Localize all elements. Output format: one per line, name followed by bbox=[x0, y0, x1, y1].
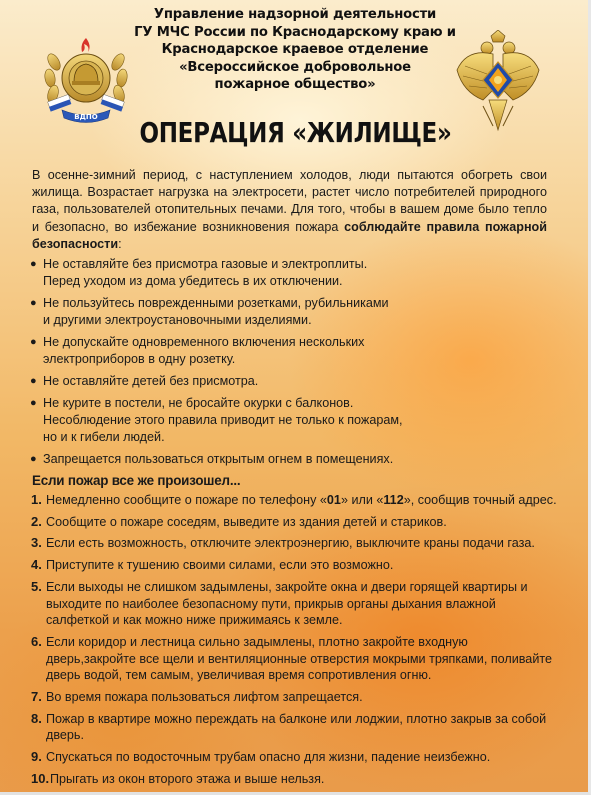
list-item bbox=[31, 579, 561, 629]
list-item bbox=[31, 557, 561, 574]
bullet-icon: ● bbox=[30, 258, 37, 270]
phone-number: 01 bbox=[326, 493, 341, 507]
action-text: Сообщите о пожаре соседям, выведите из здания детей и стариков. bbox=[46, 514, 447, 529]
action-text: Если коридор и лестница сильно задымлены, плотно закройте входную дверь,закройте все щели и вентиляционные отверстия мокрыми тряпками, поливайте дверь водой, тем самым, увеличивая время сопротивления огню. bbox=[46, 634, 552, 683]
bullet-icon: ● bbox=[30, 297, 37, 309]
item-number: 2. bbox=[31, 513, 42, 529]
list-item bbox=[31, 771, 561, 788]
rule-line: Не оставляйте без присмотра газовые и электроплиты. bbox=[43, 257, 368, 271]
header-line: Управление надзорной деятельности bbox=[153, 7, 437, 22]
header-line: пожарное общество» bbox=[214, 77, 376, 92]
header-line: ГУ МЧС России по Краснодарскому краю и bbox=[134, 24, 456, 40]
list-item bbox=[31, 492, 561, 509]
rule-line: но и к гибели людей. bbox=[43, 430, 165, 444]
phone-number: 112 bbox=[383, 493, 404, 507]
bullet-icon: ● bbox=[30, 375, 37, 387]
item-number: 8. bbox=[31, 710, 42, 726]
list-item bbox=[30, 256, 450, 290]
header-line: «Всероссийское добровольное bbox=[179, 59, 411, 75]
item-number: 3. bbox=[31, 535, 42, 551]
action-text: Пожар в квартире можно переждать на балконе или лоджии, плотно закрыв за собой дверь. bbox=[46, 711, 547, 743]
page-title: ОПЕРАЦИЯ «ЖИЛИЩЕ» bbox=[139, 118, 452, 150]
rule-line: Несоблюдение этого правила приводит не только к пожарам, bbox=[43, 413, 403, 427]
list-item bbox=[31, 749, 561, 766]
rule-line: Не пользуйтесь поврежденными розетками, рубильниками bbox=[43, 296, 389, 310]
rule-line: Перед уходом из дома убедитесь в их отключении. bbox=[43, 274, 343, 288]
item-number: 10. bbox=[31, 770, 50, 786]
action-text: Если выходы не слишком задымлены, закройте окна и двери горящей квартиры и выходите по наиболее безопасному пути, прикрыв органы дыхания влажной салфеткой и как можно ниже прижимаясь к земле. bbox=[46, 579, 528, 628]
list-item bbox=[31, 514, 561, 531]
actions-heading: Если пожар все же произошел... bbox=[32, 473, 241, 488]
intro-end: : bbox=[118, 236, 122, 251]
list-item bbox=[30, 373, 450, 390]
rule-line: Запрещается пользоваться открытым огнем в помещениях. bbox=[43, 452, 394, 466]
header bbox=[120, 6, 470, 94]
vdpo-emblem-icon bbox=[40, 32, 132, 128]
header-line: Краснодарское краевое отделение bbox=[161, 42, 429, 57]
bullet-icon: ● bbox=[30, 336, 37, 348]
action-text: Прыгать из окон второго этажа и выше нельзя. bbox=[50, 771, 325, 786]
item-number: 1. bbox=[31, 492, 42, 507]
safety-rules-list bbox=[30, 256, 450, 473]
list-item bbox=[31, 689, 561, 706]
action-text: Приступите к тушению своими силами, если это возможно. bbox=[46, 558, 394, 573]
item-number: 5. bbox=[31, 578, 42, 594]
vdpo-emblem-text: ВДПО bbox=[74, 113, 98, 121]
rule-line: Не оставляйте детей без присмотра. bbox=[43, 374, 259, 388]
list-item bbox=[31, 634, 561, 684]
rule-line: и другими электроустановочными изделиями. bbox=[43, 313, 312, 327]
list-item bbox=[31, 711, 561, 744]
item-number: 6. bbox=[31, 633, 42, 649]
intro-paragraph bbox=[32, 167, 547, 253]
fire-actions-list bbox=[31, 492, 561, 793]
intro-emphasis: соблюдайте правила пожарной безопасности bbox=[32, 219, 547, 251]
item-number: 4. bbox=[31, 557, 42, 573]
action-text: » или « bbox=[340, 493, 384, 507]
bullet-icon: ● bbox=[30, 453, 37, 465]
item-number: 9. bbox=[31, 749, 42, 765]
rule-line: электроприборов в одну розетку. bbox=[43, 352, 236, 366]
bullet-icon: ● bbox=[30, 397, 37, 409]
list-item bbox=[30, 395, 450, 446]
action-text: Во время пожара пользоваться лифтом запрещается. bbox=[46, 690, 363, 705]
list-item bbox=[30, 295, 450, 329]
rule-line: Не курите в постели, не бросайте окурки с балконов. bbox=[43, 396, 354, 410]
list-item bbox=[30, 334, 450, 368]
rule-line: Не допускайте одновременного включения нескольких bbox=[43, 335, 365, 349]
list-item bbox=[31, 535, 561, 552]
action-text: », сообщив точный адрес. bbox=[403, 493, 557, 507]
item-number: 7. bbox=[31, 689, 42, 705]
intro-text: В осенне-зимний период, с наступлением холодов, люди пытаются обогреть свои жилища. Возрастает нагрузка на электросети, растет число потребителей природного газа, пользователей отопительных печами. Для того, чтобы в вашем доме было тепло и безопасно, во избежание возникновения пожара bbox=[32, 168, 547, 234]
action-text: Если есть возможность, отключите электроэнергию, выключите краны подачи газа. bbox=[46, 536, 535, 551]
action-text: Спускаться по водосточным трубам опасно для жизни, падение неизбежно. bbox=[46, 750, 491, 765]
action-text: Немедленно сообщите о пожаре по телефону « bbox=[46, 493, 327, 507]
list-item bbox=[30, 451, 450, 468]
